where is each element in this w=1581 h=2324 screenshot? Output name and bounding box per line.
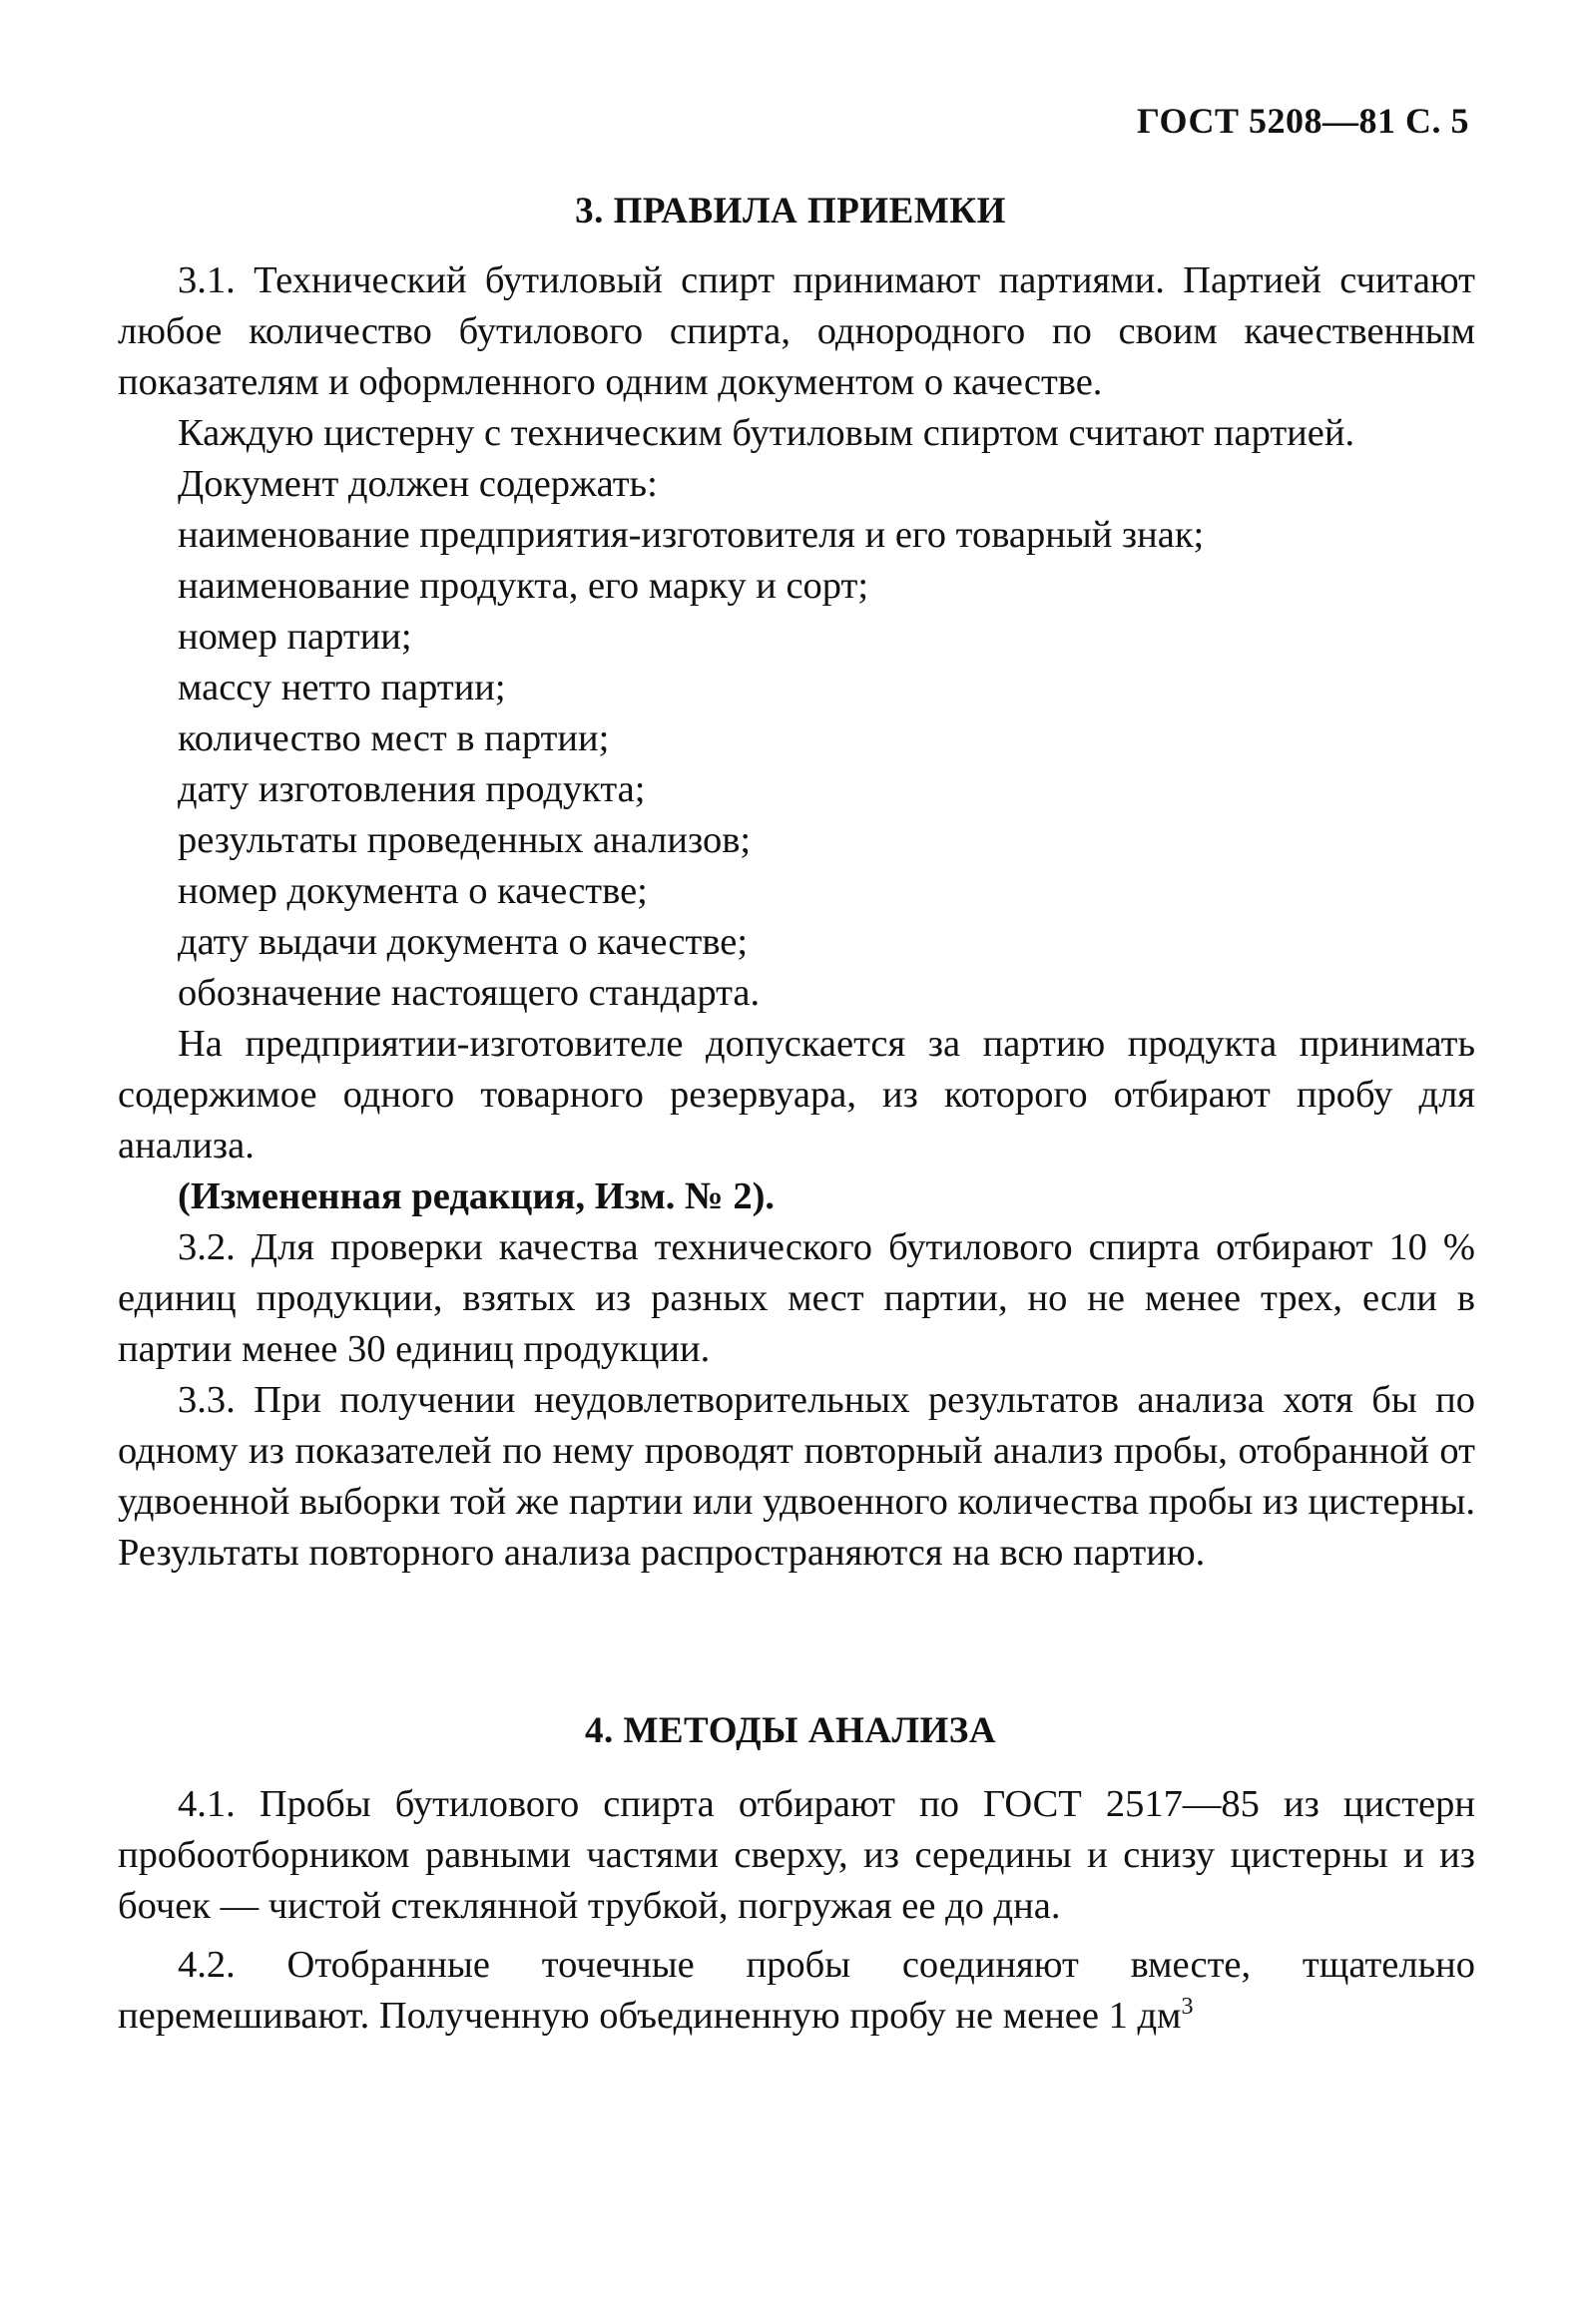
- paragraph-manufacturer: На предприятии-изготовителе допускается за партию продукта принимать содержимое одного товарного резервуара, из которого отбирают пробу для анализа.: [118, 1023, 1475, 1166]
- list-item: номер партии;: [178, 616, 412, 658]
- list-item: количество мест в партии;: [178, 717, 610, 759]
- list-item: результаты проведенных анализов;: [178, 819, 752, 861]
- list-item: обозначение настоящего стандарта.: [178, 972, 761, 1014]
- section-4-title: 4. МЕТОДЫ АНАЛИЗА: [584, 1710, 997, 1751]
- section-3-body: [118, 255, 1475, 1579]
- paragraph-4-1: 4.1. Пробы бутилового спирта отбирают по ГОСТ 2517—85 из цистерн пробоотборником равными частями сверху, из середины и снизу цистерны и из бочек — чистой стеклянной трубкой, погружая ее до дна.: [118, 1783, 1475, 1927]
- list-item: наименование продукта, его марку и сорт;: [178, 565, 869, 607]
- paragraph-tank: Каждую цистерну с техническим бутиловым спиртом считают партией.: [178, 412, 1355, 454]
- paragraph-4-2: [118, 1940, 1475, 2042]
- running-head: ГОСТ 5208—81 С. 5: [1137, 101, 1469, 141]
- list-item: дату выдачи документа о качестве;: [178, 921, 749, 963]
- paragraph-4-2-text: 4.2. Отобранные точечные пробы соединяют вместе, тщательно перемешивают. Полученную объединенную пробу не менее 1 дм: [118, 1944, 1475, 2037]
- section-4-body: [118, 1779, 1475, 2050]
- paragraph-3-2: 3.2. Для проверки качества технического бутилового спирта отбирают 10 % единиц продукции, взятых из разных мест партии, но не менее трех, если в партии менее 30 единиц продукции.: [118, 1226, 1475, 1370]
- list-item: наименование предприятия-изготовителя и его товарный знак;: [178, 514, 1205, 556]
- superscript-cubic: 3: [1181, 1994, 1194, 2021]
- amendment-note: (Измененная редакция, Изм. № 2).: [178, 1175, 776, 1217]
- paragraph-3-1: 3.1. Технический бутиловый спирт принимают партиями. Партией считают любое количество бутилового спирта, однородного по своим качественным показателям и оформленного одним документом о качестве.: [118, 259, 1475, 403]
- section-3-title: 3. ПРАВИЛА ПРИЕМКИ: [575, 191, 1006, 232]
- paragraph-3-3: 3.3. При получении неудовлетворительных результатов анализа хотя бы по одному из показателей по нему проводят повторный анализ пробы, отобранной от удвоенной выборки той же партии или удвоенного количества пробы из цистерны. Результаты повторного анализа распространяются на всю партию.: [118, 1379, 1475, 1574]
- list-item: номер документа о качестве;: [178, 870, 648, 912]
- list-item: массу нетто партии;: [178, 667, 506, 708]
- list-item: дату изготовления продукта;: [178, 768, 646, 810]
- document-contents-intro: Документ должен содержать:: [178, 463, 658, 505]
